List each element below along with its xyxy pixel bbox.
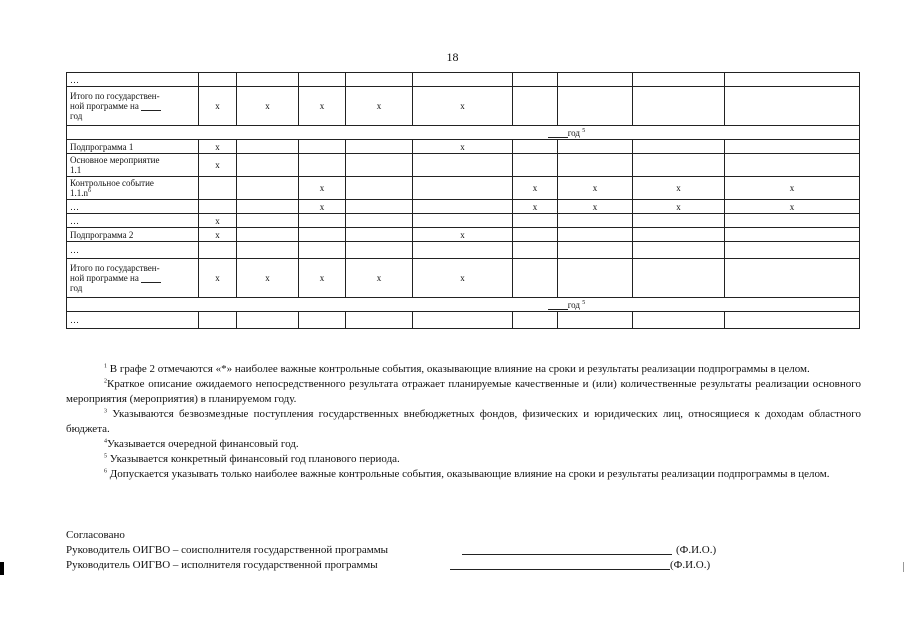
table-row-year-2 bbox=[67, 298, 860, 312]
table-cell bbox=[633, 242, 725, 259]
table-cell bbox=[633, 154, 725, 177]
footnote-2: $^2$Краткое описание ожидаемого непосредственного результата отражает планируемые качественные и (или) количественные результаты реализации основного мероприятия (мероприятия) в планируемом году. bbox=[66, 378, 861, 405]
table-cell bbox=[299, 214, 346, 228]
table-cell bbox=[237, 242, 299, 259]
row-label: … bbox=[67, 312, 199, 329]
table-cell bbox=[413, 200, 513, 214]
table-cell bbox=[413, 214, 513, 228]
table-row-total-1 bbox=[67, 87, 860, 126]
row-label: … bbox=[67, 214, 199, 228]
cell-mark: х bbox=[299, 259, 346, 298]
cell-mark: х bbox=[413, 228, 513, 242]
table-row bbox=[67, 242, 860, 259]
table-cell bbox=[346, 214, 413, 228]
table-cell bbox=[633, 73, 725, 87]
cell-mark: х bbox=[299, 200, 346, 214]
row-label: … bbox=[67, 73, 199, 87]
table-cell bbox=[299, 154, 346, 177]
table-cell bbox=[558, 214, 633, 228]
table-row-subprogram-1 bbox=[67, 140, 860, 154]
cell-mark: х bbox=[513, 177, 558, 200]
cell-mark: х bbox=[299, 87, 346, 126]
table-cell bbox=[725, 312, 860, 329]
footnote-5: $^5$ Указывается конкретный финансовый год планового периода. bbox=[104, 453, 400, 465]
table-cell bbox=[346, 154, 413, 177]
cell-mark: х bbox=[199, 154, 237, 177]
cell-mark: х bbox=[199, 87, 237, 126]
table-cell bbox=[237, 73, 299, 87]
row-label: Подпрограмма 1 bbox=[67, 140, 199, 154]
table-row bbox=[67, 73, 860, 87]
table-cell bbox=[725, 214, 860, 228]
footnote-4: $^4$Указывается очередной финансовый год. bbox=[104, 438, 299, 450]
table-cell bbox=[299, 140, 346, 154]
table-cell bbox=[513, 154, 558, 177]
table-cell bbox=[513, 214, 558, 228]
table-cell bbox=[725, 154, 860, 177]
table-cell bbox=[633, 228, 725, 242]
table-cell bbox=[633, 214, 725, 228]
table-cell bbox=[633, 87, 725, 126]
table-row-year-1 bbox=[67, 126, 860, 140]
cell-mark: х bbox=[346, 259, 413, 298]
row-label: … bbox=[67, 200, 199, 214]
cell-mark: х bbox=[346, 87, 413, 126]
table-cell bbox=[199, 242, 237, 259]
row-label: Подпрограмма 2 bbox=[67, 228, 199, 242]
table-cell bbox=[633, 312, 725, 329]
row-label: Контрольное событие $1.1.n^6$ bbox=[67, 177, 199, 200]
table-row-total-2 bbox=[67, 259, 860, 298]
row-label: Основное мероприятие 1.1 bbox=[67, 154, 199, 177]
cell-mark: х bbox=[199, 140, 237, 154]
table-cell bbox=[725, 259, 860, 298]
table-cell bbox=[558, 259, 633, 298]
footnotes bbox=[66, 362, 861, 482]
table-row-main-event bbox=[67, 154, 860, 177]
table-cell bbox=[346, 228, 413, 242]
table-cell bbox=[237, 177, 299, 200]
table-cell bbox=[346, 177, 413, 200]
cell-mark: х bbox=[413, 87, 513, 126]
cell-mark: х bbox=[558, 177, 633, 200]
table-cell bbox=[725, 87, 860, 126]
table-cell bbox=[558, 73, 633, 87]
row-label: … bbox=[67, 242, 199, 259]
cell-mark: х bbox=[558, 200, 633, 214]
table-cell bbox=[513, 312, 558, 329]
scan-edge-mark bbox=[0, 562, 4, 575]
table-row bbox=[67, 214, 860, 228]
table-row bbox=[67, 312, 860, 329]
table-cell bbox=[725, 73, 860, 87]
table-row-control-event bbox=[67, 177, 860, 200]
table-cell bbox=[413, 312, 513, 329]
program-table bbox=[66, 72, 860, 329]
table-cell bbox=[346, 73, 413, 87]
table-cell bbox=[558, 87, 633, 126]
row-label-total: Итого по государствен- ной программе на год bbox=[67, 87, 199, 126]
cell-mark: х bbox=[413, 259, 513, 298]
table-cell bbox=[725, 228, 860, 242]
table-cell bbox=[558, 154, 633, 177]
table-cell bbox=[413, 73, 513, 87]
table-cell bbox=[413, 242, 513, 259]
table-cell bbox=[513, 140, 558, 154]
table-cell bbox=[633, 140, 725, 154]
table-cell bbox=[237, 140, 299, 154]
table-cell bbox=[199, 177, 237, 200]
table-cell bbox=[299, 73, 346, 87]
table-cell bbox=[199, 312, 237, 329]
cell-mark: х bbox=[513, 200, 558, 214]
table-cell bbox=[346, 140, 413, 154]
table-cell bbox=[558, 228, 633, 242]
signature-row-co-executor: Руководитель ОИГВО – соисполнителя государственной программы (Ф.И.О.) bbox=[66, 544, 717, 556]
table-cell bbox=[725, 140, 860, 154]
table-row bbox=[67, 200, 860, 214]
table-cell bbox=[558, 312, 633, 329]
cell-mark: х bbox=[237, 87, 299, 126]
table-cell bbox=[299, 242, 346, 259]
page-number: 18 bbox=[446, 50, 459, 64]
footnote-6: $^6$ Допускается указывать только наиболее важные контрольные события, оказывающие влияние на сроки и результаты реализации подпрограммы в целом. bbox=[104, 468, 830, 480]
table-cell bbox=[237, 312, 299, 329]
agreed-label: Согласовано bbox=[66, 529, 125, 541]
cell-mark: х bbox=[633, 200, 725, 214]
table-cell bbox=[346, 312, 413, 329]
cell-mark: х bbox=[725, 177, 860, 200]
row-label-total: Итого по государствен- ной программе на год bbox=[67, 259, 199, 298]
table-cell bbox=[299, 228, 346, 242]
year-row: год $^5$ bbox=[67, 298, 860, 312]
table-cell bbox=[558, 242, 633, 259]
table-cell bbox=[237, 214, 299, 228]
cell-mark: х bbox=[199, 228, 237, 242]
table-cell bbox=[558, 140, 633, 154]
table-cell bbox=[513, 228, 558, 242]
table-cell bbox=[199, 200, 237, 214]
table-cell bbox=[199, 73, 237, 87]
table-cell bbox=[513, 87, 558, 126]
footnote-3: $^3$ Указываются безвозмездные поступления государственных внебюджетных фондов, физических и юридических лиц, относящиеся к доходам областного бюджета. bbox=[66, 408, 861, 435]
table-cell bbox=[513, 242, 558, 259]
table-cell bbox=[513, 259, 558, 298]
year-row: год $^5$ bbox=[67, 126, 860, 140]
cell-mark: х bbox=[299, 177, 346, 200]
table-row-subprogram-2 bbox=[67, 228, 860, 242]
table-cell bbox=[413, 177, 513, 200]
cell-mark: х bbox=[725, 200, 860, 214]
footnote-1: $^1$ В графе 2 отмечаются «*» наиболее важные контрольные события, оказывающие влияние на сроки и результаты реализации подпрограммы в целом. bbox=[104, 363, 810, 375]
table-cell bbox=[413, 154, 513, 177]
cell-mark: х bbox=[199, 259, 237, 298]
table-cell bbox=[633, 259, 725, 298]
cell-mark: х bbox=[413, 140, 513, 154]
table-cell bbox=[237, 228, 299, 242]
cell-mark: х bbox=[199, 214, 237, 228]
table-cell bbox=[237, 154, 299, 177]
table-cell bbox=[346, 242, 413, 259]
table-cell bbox=[237, 200, 299, 214]
signature-block bbox=[66, 528, 766, 573]
scan-edge-mark-right bbox=[903, 562, 904, 572]
signature-row-executor: Руководитель ОИГВО – исполнителя государственной программы (Ф.И.О.) bbox=[66, 559, 711, 571]
table-cell bbox=[346, 200, 413, 214]
table-cell bbox=[299, 312, 346, 329]
table-cell bbox=[725, 242, 860, 259]
table-cell bbox=[513, 73, 558, 87]
cell-mark: х bbox=[633, 177, 725, 200]
cell-mark: х bbox=[237, 259, 299, 298]
